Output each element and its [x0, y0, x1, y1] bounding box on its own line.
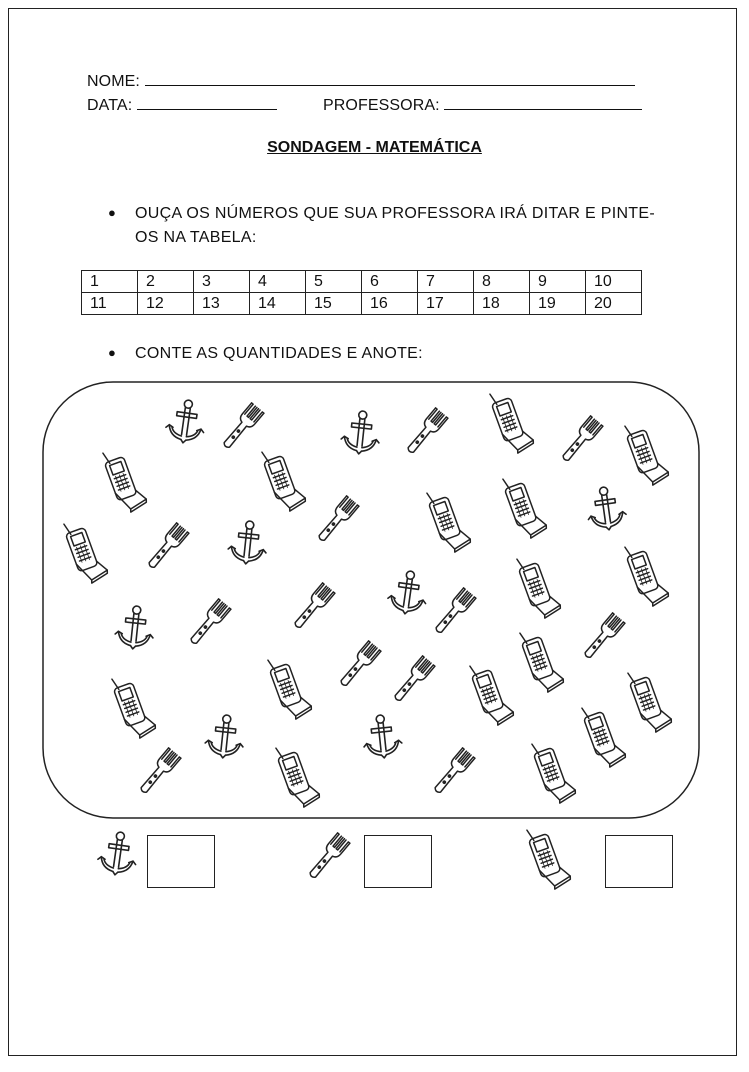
teacher-label: PROFESSORA:	[323, 97, 440, 114]
bullet-icon: ●	[108, 345, 117, 360]
number-cell[interactable]: 7	[418, 271, 474, 293]
number-cell[interactable]: 10	[586, 271, 642, 293]
answer-anchor-icon	[96, 830, 140, 878]
number-cell[interactable]: 6	[362, 271, 418, 293]
mobile-phone-icon	[101, 445, 149, 515]
answer-box-phone[interactable]	[605, 835, 673, 888]
instruction-line-2: OS NA TABELA:	[135, 229, 257, 246]
number-cell[interactable]: 4	[250, 271, 306, 293]
number-cell[interactable]: 11	[82, 293, 138, 315]
fork-icon	[144, 523, 188, 572]
mobile-phone-icon	[530, 736, 578, 806]
fork-icon	[186, 599, 230, 648]
mobile-phone-icon	[515, 551, 563, 621]
mobile-phone-icon	[260, 444, 308, 514]
fork-icon	[136, 748, 180, 797]
number-cell[interactable]: 5	[306, 271, 362, 293]
fork-icon	[290, 583, 334, 632]
answer-box-fork[interactable]	[364, 835, 432, 888]
instruction-line-1: OUÇA OS NÚMEROS QUE SUA PROFESSORA IRÁ DITAR E PINTE-	[135, 205, 655, 222]
fork-icon	[314, 496, 358, 545]
mobile-phone-icon	[488, 386, 536, 456]
mobile-phone-icon	[425, 485, 473, 555]
anchor-icon	[204, 713, 246, 760]
fork-icon	[431, 588, 475, 637]
mobile-phone-icon	[623, 539, 671, 609]
fork-icon	[430, 748, 474, 797]
anchor-icon	[340, 409, 382, 456]
mobile-phone-icon	[274, 740, 322, 810]
anchor-icon	[386, 569, 430, 617]
fork-icon	[580, 613, 624, 662]
mobile-phone-icon	[266, 652, 314, 722]
number-cell[interactable]: 12	[138, 293, 194, 315]
number-cell[interactable]: 15	[306, 293, 362, 315]
mobile-phone-icon	[580, 700, 628, 770]
name-label: NOME:	[87, 73, 140, 90]
fork-icon	[558, 416, 602, 465]
mobile-phone-icon	[110, 671, 158, 741]
number-cell[interactable]: 8	[474, 271, 530, 293]
anchor-icon	[227, 519, 269, 566]
mobile-phone-icon	[468, 658, 516, 728]
bullet-icon: ●	[108, 205, 117, 220]
number-cell[interactable]: 13	[194, 293, 250, 315]
answer-fork-icon	[305, 833, 349, 882]
number-cell[interactable]: 2	[138, 271, 194, 293]
number-cell[interactable]: 3	[194, 271, 250, 293]
anchor-icon	[584, 485, 628, 533]
number-cell[interactable]: 14	[250, 293, 306, 315]
number-cell[interactable]: 20	[586, 293, 642, 315]
mobile-phone-icon	[62, 516, 110, 586]
fork-icon	[219, 403, 263, 452]
mobile-phone-icon	[501, 471, 549, 541]
number-cell[interactable]: 9	[530, 271, 586, 293]
mobile-phone-icon	[518, 625, 566, 695]
mobile-phone-icon	[623, 418, 671, 488]
fork-icon	[336, 641, 380, 690]
number-cell[interactable]: 16	[362, 293, 418, 315]
number-cell[interactable]: 18	[474, 293, 530, 315]
number-cell[interactable]: 19	[530, 293, 586, 315]
anchor-icon	[114, 604, 156, 651]
instruction-count-text: CONTE AS QUANTIDADES E ANOTE:	[135, 345, 423, 362]
answer-mobile-phone-icon	[525, 822, 573, 892]
anchor-icon	[164, 398, 208, 446]
page-title: SONDAGEM - MATEMÁTICA	[267, 139, 482, 156]
date-label: DATA:	[87, 97, 133, 114]
number-cell[interactable]: 1	[82, 271, 138, 293]
fork-icon	[390, 656, 434, 705]
answer-box-anchor[interactable]	[147, 835, 215, 888]
anchor-icon	[361, 713, 403, 760]
mobile-phone-icon	[626, 665, 674, 735]
fork-icon	[403, 408, 447, 457]
number-cell[interactable]: 17	[418, 293, 474, 315]
